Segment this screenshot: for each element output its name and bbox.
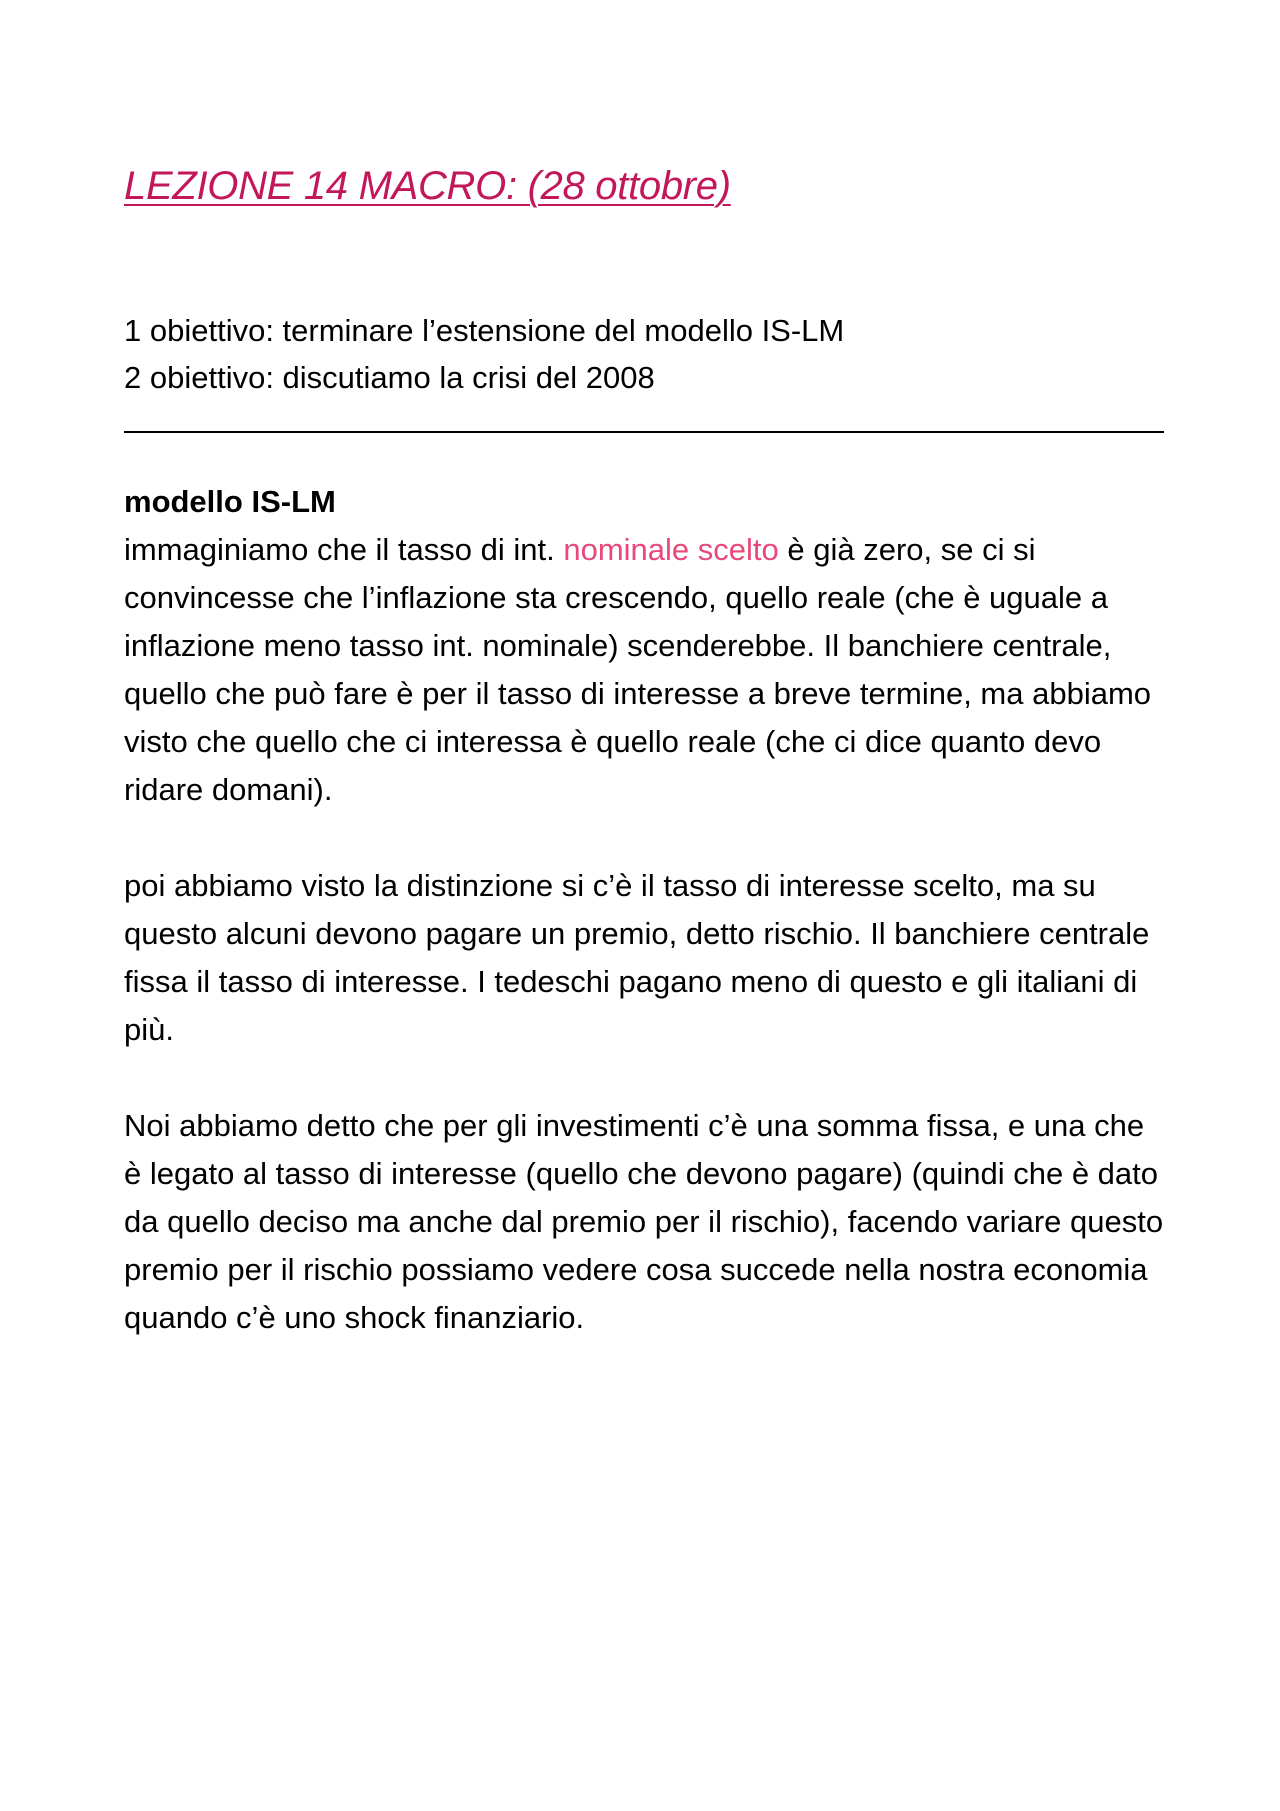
paragraph-2: poi abbiamo visto la distinzione si c’è il tasso di interesse scelto, ma su questo alcuni devono pagare un premio, detto rischio. Il banchiere centrale fissa il tasso di interesse. I tedeschi pagano meno di questo e gli italiani di più.: [124, 868, 1150, 1047]
paragraph-1-text-start: immaginiamo che il tasso di int.: [124, 532, 564, 567]
paragraph-1: [124, 526, 1164, 814]
highlighted-phrase: nominale scelto: [563, 532, 779, 567]
goals-list: [124, 307, 1164, 401]
document-content: [124, 158, 1164, 1342]
horizontal-divider: [124, 431, 1164, 433]
section-heading: modello IS-LM: [124, 484, 336, 519]
lesson-title: LEZIONE 14 MACRO: (28 ottobre): [124, 164, 731, 208]
section-is-lm: [124, 478, 1164, 1342]
paragraph-1-text-end: è già zero, se ci si convincesse che l’inflazione sta crescendo, quello reale (che è uguale a inflazione meno tasso int. nominale) scenderebbe. Il banchiere centrale, quello che può fare è per il tasso di interesse a breve termine, ma abbiamo visto che quello che ci interessa è quello reale (che ci dice quanto devo ridare domani).: [124, 532, 1152, 807]
goal-item-1: 1 obiettivo: terminare l’estensione del modello IS-LM: [124, 313, 845, 348]
paragraph-3: Noi abbiamo detto che per gli investimenti c’è una somma fissa, e una che è legato al tasso di interesse (quello che devono pagare) (quindi che è dato da quello deciso ma anche dal premio per il rischio), facendo variare questo premio per il rischio possiamo vedere cosa succede nella nostra economia quando c’è uno shock finanziario.: [124, 1108, 1164, 1335]
goal-item-2: 2 obiettivo: discutiamo la crisi del 2008: [124, 360, 655, 395]
